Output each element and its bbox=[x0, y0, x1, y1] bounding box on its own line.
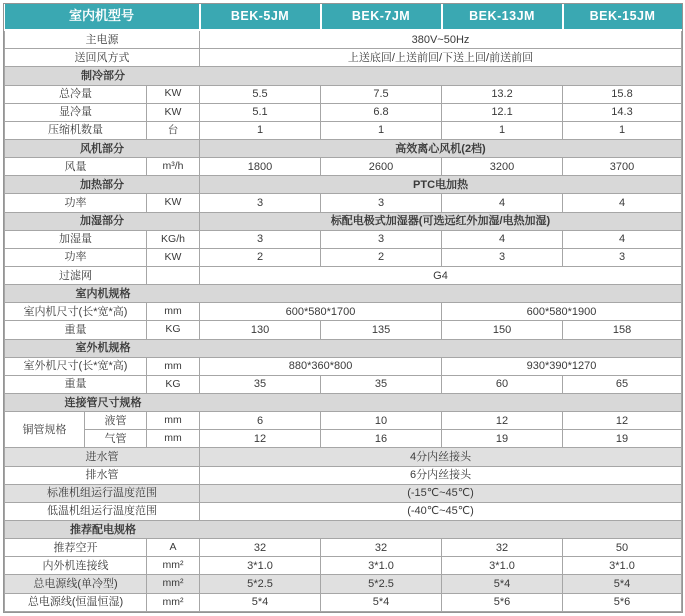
table-row bbox=[5, 593, 682, 611]
row-label: 显冷量 bbox=[5, 103, 147, 121]
section-label: 制冷部分 bbox=[5, 67, 682, 85]
section-row bbox=[5, 67, 682, 85]
row-label: 功率 bbox=[5, 248, 147, 266]
model-header-bek-7jm: BEK-7JM bbox=[321, 4, 442, 30]
value-cell: 930*390*1270 bbox=[442, 357, 682, 375]
value-cell: 3200 bbox=[442, 158, 563, 176]
value-cell: 13.2 bbox=[442, 85, 563, 103]
section-label: 连接管尺寸规格 bbox=[5, 394, 682, 412]
unit-cell: KW bbox=[147, 103, 200, 121]
value-cell: 1800 bbox=[200, 158, 321, 176]
table-row bbox=[5, 158, 682, 176]
table-row bbox=[5, 448, 682, 466]
unit-cell: A bbox=[147, 539, 200, 557]
value-cell: 7.5 bbox=[321, 85, 442, 103]
value-cell: 5.5 bbox=[200, 85, 321, 103]
section-label: 室内机规格 bbox=[5, 285, 682, 303]
value-cell: 2 bbox=[321, 248, 442, 266]
value-cell: 1 bbox=[321, 121, 442, 139]
row-label: 主电源 bbox=[5, 30, 200, 49]
value-cell: 5*2.5 bbox=[200, 575, 321, 593]
unit-cell: m³/h bbox=[147, 158, 200, 176]
value-cell: 32 bbox=[321, 539, 442, 557]
row-label: 进水管 bbox=[5, 448, 200, 466]
value-cell: 6.8 bbox=[321, 103, 442, 121]
section-label: 加热部分 bbox=[5, 176, 200, 194]
row-label: 总电源线(单冷型) bbox=[5, 575, 147, 593]
section-row bbox=[5, 394, 682, 412]
unit-cell: KG bbox=[147, 321, 200, 339]
section-row bbox=[5, 212, 682, 230]
row-label: 低温机组运行温度范围 bbox=[5, 502, 200, 520]
value-cell: 35 bbox=[321, 375, 442, 393]
table-row bbox=[5, 539, 682, 557]
section-row bbox=[5, 520, 682, 538]
row-value: (-15℃~45℃) bbox=[200, 484, 682, 502]
unit-cell: KW bbox=[147, 85, 200, 103]
unit-cell: 台 bbox=[147, 121, 200, 139]
value-cell: 5*6 bbox=[563, 593, 682, 611]
row-label: 送回风方式 bbox=[5, 49, 200, 67]
row-label: 压缩机数量 bbox=[5, 121, 147, 139]
value-cell: 5*4 bbox=[200, 593, 321, 611]
model-header-bek-5jm: BEK-5JM bbox=[200, 4, 321, 30]
value-cell: 158 bbox=[563, 321, 682, 339]
unit-cell: mm bbox=[147, 412, 200, 430]
value-cell: 4 bbox=[563, 194, 682, 212]
unit-cell: mm bbox=[147, 357, 200, 375]
value-cell: 32 bbox=[442, 539, 563, 557]
table-row bbox=[5, 430, 682, 448]
value-cell: 4 bbox=[563, 230, 682, 248]
row-label: 排水管 bbox=[5, 466, 200, 484]
table-row bbox=[5, 375, 682, 393]
section-label: 风机部分 bbox=[5, 140, 200, 158]
value-cell: 3700 bbox=[563, 158, 682, 176]
section-label: 加湿部分 bbox=[5, 212, 200, 230]
value-cell: 4 bbox=[442, 194, 563, 212]
row-group-label: 铜管规格 bbox=[5, 412, 85, 448]
value-cell: 2600 bbox=[321, 158, 442, 176]
value-cell: 15.8 bbox=[563, 85, 682, 103]
value-cell: 3*1.0 bbox=[442, 557, 563, 575]
table-row bbox=[5, 103, 682, 121]
value-cell: 3*1.0 bbox=[321, 557, 442, 575]
table-row bbox=[5, 248, 682, 266]
section-row bbox=[5, 339, 682, 357]
value-cell: 1 bbox=[200, 121, 321, 139]
table-row bbox=[5, 230, 682, 248]
value-cell: 12.1 bbox=[442, 103, 563, 121]
value-cell: 3 bbox=[321, 194, 442, 212]
unit-cell: mm² bbox=[147, 575, 200, 593]
value-cell: 3 bbox=[442, 248, 563, 266]
table-row bbox=[5, 557, 682, 575]
value-cell: 14.3 bbox=[563, 103, 682, 121]
table-row bbox=[5, 49, 682, 67]
row-label: 过滤网 bbox=[5, 267, 147, 285]
value-cell: 10 bbox=[321, 412, 442, 430]
row-value: 6分内丝接头 bbox=[200, 466, 682, 484]
row-label: 室外机尺寸(长*宽*高) bbox=[5, 357, 147, 375]
section-value: 高效离心风机(2档) bbox=[200, 140, 682, 158]
table-row bbox=[5, 321, 682, 339]
row-value: G4 bbox=[200, 267, 682, 285]
value-cell: 65 bbox=[563, 375, 682, 393]
value-cell: 5*4 bbox=[321, 593, 442, 611]
row-value: 上送底回/上送前回/下送上回/前送前回 bbox=[200, 49, 682, 67]
model-header-bek-13jm: BEK-13JM bbox=[442, 4, 563, 30]
model-header-bek-15jm: BEK-15JM bbox=[563, 4, 682, 30]
model-label-header: 室内机型号 bbox=[5, 4, 200, 30]
value-cell: 135 bbox=[321, 321, 442, 339]
unit-cell: mm² bbox=[147, 593, 200, 611]
value-cell: 4 bbox=[442, 230, 563, 248]
table-row bbox=[5, 466, 682, 484]
unit-cell bbox=[147, 267, 200, 285]
value-cell: 5*4 bbox=[442, 575, 563, 593]
table-row bbox=[5, 575, 682, 593]
value-cell: 600*580*1700 bbox=[200, 303, 442, 321]
unit-cell: KG bbox=[147, 375, 200, 393]
value-cell: 880*360*800 bbox=[200, 357, 442, 375]
row-label: 内外机连接线 bbox=[5, 557, 147, 575]
value-cell: 3 bbox=[200, 194, 321, 212]
section-row bbox=[5, 176, 682, 194]
value-cell: 5*6 bbox=[442, 593, 563, 611]
value-cell: 5*4 bbox=[563, 575, 682, 593]
value-cell: 3*1.0 bbox=[563, 557, 682, 575]
value-cell: 2 bbox=[200, 248, 321, 266]
table-row bbox=[5, 502, 682, 520]
row-label: 推荐空开 bbox=[5, 539, 147, 557]
spec-sheet bbox=[3, 3, 683, 613]
value-cell: 5.1 bbox=[200, 103, 321, 121]
value-cell: 5*2.5 bbox=[321, 575, 442, 593]
value-cell: 12 bbox=[563, 412, 682, 430]
row-value: 380V~50Hz bbox=[200, 30, 682, 49]
row-label: 总冷量 bbox=[5, 85, 147, 103]
row-label: 重量 bbox=[5, 375, 147, 393]
value-cell: 50 bbox=[563, 539, 682, 557]
row-sublabel: 液管 bbox=[85, 412, 147, 430]
value-cell: 3 bbox=[563, 248, 682, 266]
value-cell: 3*1.0 bbox=[200, 557, 321, 575]
value-cell: 6 bbox=[200, 412, 321, 430]
row-label: 功率 bbox=[5, 194, 147, 212]
value-cell: 1 bbox=[563, 121, 682, 139]
table-row bbox=[5, 85, 682, 103]
table-row bbox=[5, 484, 682, 502]
row-label: 加湿量 bbox=[5, 230, 147, 248]
value-cell: 19 bbox=[442, 430, 563, 448]
value-cell: 16 bbox=[321, 430, 442, 448]
row-label: 标准机组运行温度范围 bbox=[5, 484, 200, 502]
section-value: PTC电加热 bbox=[200, 176, 682, 194]
header-row bbox=[5, 4, 682, 30]
row-label: 室内机尺寸(长*宽*高) bbox=[5, 303, 147, 321]
value-cell: 60 bbox=[442, 375, 563, 393]
table-row bbox=[5, 412, 682, 430]
row-label: 风量 bbox=[5, 158, 147, 176]
value-cell: 1 bbox=[442, 121, 563, 139]
value-cell: 150 bbox=[442, 321, 563, 339]
row-label: 总电源线(恒温恒湿) bbox=[5, 593, 147, 611]
section-row bbox=[5, 285, 682, 303]
row-sublabel: 气管 bbox=[85, 430, 147, 448]
value-cell: 3 bbox=[200, 230, 321, 248]
value-cell: 32 bbox=[200, 539, 321, 557]
value-cell: 600*580*1900 bbox=[442, 303, 682, 321]
row-value: (-40℃~45℃) bbox=[200, 502, 682, 520]
table-row bbox=[5, 121, 682, 139]
value-cell: 12 bbox=[200, 430, 321, 448]
unit-cell: KG/h bbox=[147, 230, 200, 248]
value-cell: 3 bbox=[321, 230, 442, 248]
value-cell: 19 bbox=[563, 430, 682, 448]
value-cell: 12 bbox=[442, 412, 563, 430]
row-value: 4分内丝接头 bbox=[200, 448, 682, 466]
table-row bbox=[5, 30, 682, 49]
table-row bbox=[5, 194, 682, 212]
unit-cell: KW bbox=[147, 194, 200, 212]
spec-table bbox=[4, 4, 682, 612]
unit-cell: KW bbox=[147, 248, 200, 266]
row-label: 重量 bbox=[5, 321, 147, 339]
section-row bbox=[5, 140, 682, 158]
table-row bbox=[5, 267, 682, 285]
unit-cell: mm² bbox=[147, 557, 200, 575]
value-cell: 35 bbox=[200, 375, 321, 393]
table-row bbox=[5, 303, 682, 321]
unit-cell: mm bbox=[147, 303, 200, 321]
table-row bbox=[5, 357, 682, 375]
section-label: 室外机规格 bbox=[5, 339, 682, 357]
unit-cell: mm bbox=[147, 430, 200, 448]
section-value: 标配电极式加湿器(可选远红外加湿/电热加湿) bbox=[200, 212, 682, 230]
section-label: 推荐配电规格 bbox=[5, 520, 682, 538]
value-cell: 130 bbox=[200, 321, 321, 339]
